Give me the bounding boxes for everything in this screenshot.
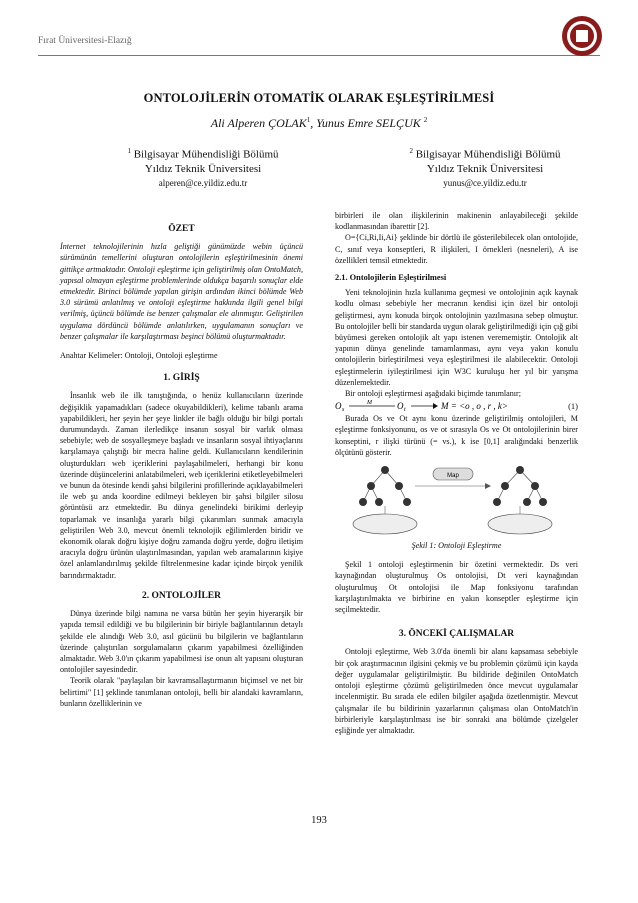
page-number: 193 (311, 815, 327, 826)
affiliation-university: Yıldız Teknik Üniversitesi (144, 162, 262, 175)
affiliation-mark: 1 (127, 147, 131, 155)
affiliation-email: alperen@ce.yildiz.edu.tr (158, 177, 248, 188)
paragraph: Yeni teknolojinin hızla kullanıma geçmesi ve ontolojinin açık kaynak kodlu olması sebebiyle her mecranın kendisi için özel bir ontoloji geliştirmesi, aynı konuda birçok ontolojinin yazılmasına sebep olmuştur. Bu ontolojiler belli bir standarda uygun olarak geliştirilmediği için çığ gibi büyümesi gereken ontolojik alt yapı istenen verememiştir. Ontolojik alt yapının dünya genelinde tamamlanması, aynı veya yakın konulu ontolojilerin birleştirilmesi veya eşleştirilmesi ile alabilecektir. Ontoloji eşleştirmelerin iyileştirilmesi için W3C kuruluşu her yıl bir yarışma düzenlemektedir. (335, 288, 578, 387)
svg-text:M: M (367, 400, 372, 407)
equation-graphic (335, 399, 535, 413)
section-1-heading: 1. GİRİŞ (163, 373, 200, 384)
abstract-text: İnternet teknolojilerinin hızla geliştiği günümüzde webin üçüncü sürümünün temellerini oluşturan ontolojilerin eşleştirilmesinin önemi gittikçe artmaktadır. Ontoloji eşleştirme için geliştirilmiş olan OntoMatch, yapısal olmayan eşleştirme problemlerinde oldukça başarılı sonuçlar elde etmektedir. Birinci bölümde yapılan girişin ardından ikinci bölümde Web 3.0 sürümü anlatılmış ve ontoloji eşleştirme hakkında ilgili genel bilgi verilmiş, üçüncü bölümde ise benzer çalışmalar ele alınmıştır. Geliştirilen uygulama dördüncü bölümde anlatılırken, uygulamanın sonuçları ve benzer çalışmalar ile karşılaştırması beşinci bölümü oluşturmaktadır. (60, 242, 303, 341)
paragraph: Bir ontoloji eşleştirmesi aşağıdaki biçimde tanımlanır; (345, 389, 522, 399)
figure-1-caption: Şekil 1: Ontoloji Eşleştirme (411, 541, 502, 551)
right-column (335, 210, 578, 736)
author-line: Ali Alperen ÇOLAK$^1$, Yunus Emre SELÇUK $^2$ (210, 116, 428, 130)
paragraph: Burada Os ve Ot aynı konu üzerinde geliştirilmiş ontolojileri, M eşleştirme fonksiyonunu, os ve ot sırasıyla Os ve Ot ontolojilerinin birer konseptini, r ilişki türünü (= vs.), k ise [0,1] aralığındaki benzerlik ölçütünü gösterir. (335, 414, 578, 457)
paragraph: birbirleri ile olan ilişkilerinin makinenin anlayabileceği şekilde kodlanmasından ibarettir [2]. (335, 211, 578, 232)
section-1-body: İnsanlık web ile ilk tanıştığında, o henüz kullanıcıların üzerinde değişiklik yapamadıkları (sadece okuyabildikleri), kelime tabanlı arama yapabildikleri, her şeyin her şeye linkler ile bağlı olduğu bir bilgi portalı durumundaydı. Zaman ilerledikçe insanın sosyal bir varlık olması sebebiyle; web de sosyalleşmeye başladı ve insanların sosyal ihtiyaçlarını karşılamaya çalıştığı bir mecra haline geldi. Kullanıcıların kendilerinin oluşturdukları web içeriklerini paylaşabilmeleri, herhangi bir konu üzerinde düşüncelerini anlatabilmeleri, web içeriklerini etiketleyebilmeleri ve bunun da ötesinde kendi şahsi bilgilerini profillerinde açıklayabilmeleri ile web şu anda koordine edilmeyi bekleyen bir şahsi bilgiler silosu görüntüsü arz etmektedir. Bu dünya genelindeki birikimi derleyip toparlamak ve insanlığa yararlı bilgi çıkarımları sunmak amacıyla geliştirilen Web 3.0, mevcut önemli teknolojik eğilimlerden biridir ve ekonomik olarak doğru kişiye doğru zamanda doğru yerde, doğru iletişim aracıyla doğru ürünün ulaştırılmasından, yapılan web aramalarının kişiye özel anlamlandırılmış şekilde filtrelenmesine kadar içinde birçok yenilik barındırmaktadır. (60, 391, 303, 580)
author-name: Ali Alperen ÇOLAK (210, 116, 307, 130)
section-2-heading: 2. ONTOLOJİLER (141, 590, 221, 601)
author-mark: 2 (423, 116, 428, 124)
figure-map-label: Map (447, 473, 459, 480)
university-seal-logo (560, 14, 604, 58)
running-header: Fırat Üniversitesi-Elazığ (38, 36, 132, 46)
section-2-paragraph-1: Dünya üzerinde bilgi namına ne varsa bütün her şeyin hiyerarşik bir yapıda temsil edildiği ve bu bilgilerinin bir biriyle bağlantılarının detaylı şekilde ele alındığı Web 3.0, asıl gücünü bu bilgilerin ve bağlantıların üzerinde çalıştırılan sorgulamaların çıkarım yapabilmesi özelliğinden almaktadır. Web 3.0'ın çıkarım yapabilmesi ise onun alt yapısını oluşturan ontolojiler sayesindedir. (60, 609, 303, 675)
paragraph: Ontoloji eşleştirme, Web 3.0'da önemli bir alanı kapsaması sebebiyle bir çok araştırmacının ilgisini çekmiş ve bu problemin çözümü için kayda değer uygulamalar geliştirilmiştir. Bu bildiride değinilen OntoMatch ontoloji eşleştirme çözümü geliştirilmeden önce mevcut uygulamalar incelenmiştir. Bu sırada ele edilen bilgiler aşağıda özetlenmiştir. Mevcut çalışmalar ile bu bildirinin yazarlarının çalışması olan OntoMatch'in birbirleriyle karşılaştırılması ise bir sonraki ana bölümde çizelgeler eşliğinde yer almaktadır. (335, 647, 578, 735)
paper-title: ONTOLOJİLERİN OTOMATİK OLARAK EŞLEŞTİRİLMESİ (143, 91, 495, 105)
abstract-heading: ÖZET (168, 224, 195, 234)
svg-text:s: s (342, 407, 345, 414)
svg-text:t: t (404, 407, 406, 414)
affiliation-2 (370, 144, 600, 190)
affiliation-dept: Bilgisayar Mühendisliği Bölümü (133, 148, 279, 161)
subsection-2-1-heading: 2.1. Ontolojilerin Eşleştirilmesi (335, 273, 447, 283)
header-rule (38, 55, 600, 56)
paragraph: Şekil 1 ontoloji eşleştirmenin bir özetini vermektedir. Ds veri kaynağından oluşturulmuş Os ontolojisi, Dt veri kaynağından oluşturulmuş Ot ontolojisi ile Map fonksiyonu tarafından karşılaştırılmakta ve birbirine en yakın konseptler eşleştirme için seçilmektedir. (335, 560, 578, 615)
equation-number: (1) (568, 401, 578, 412)
affiliation-dept: Bilgisayar Mühendisliği Bölümü (415, 148, 561, 161)
section-3-heading: 3. ÖNCEKİ ÇALIŞMALAR (398, 629, 515, 640)
section-2-paragraph-2: Teorik olarak "paylaşılan bir kavramsallaştırmanın biçimsel ve net bir belirtimi" [1] şeklinde tanımlanan ontoloji, belli bir alandaki kavramların, bunların özelliklerinin ve (60, 676, 303, 708)
affiliation-mark: 2 (409, 147, 413, 155)
svg-text:M = <o , o , r , k>: M = <o , o , r , k> (441, 401, 508, 412)
author-mark: 1 (306, 116, 311, 124)
affiliation-1 (88, 144, 318, 190)
svg-text:O: O (335, 401, 342, 412)
affiliation-email: yunus@ce.yildiz.edu.tr (443, 177, 527, 188)
affiliation-university: Yıldız Teknik Üniversitesi (426, 162, 544, 175)
keywords: Anahtar Kelimeler: Ontoloji, Ontoloji eşleştirme (60, 351, 218, 361)
svg-text:O: O (397, 401, 404, 412)
ontology-matching-figure (335, 458, 578, 540)
figure-1 (335, 458, 578, 540)
left-column (60, 224, 303, 709)
equation-1 (335, 399, 578, 413)
paragraph: O={Ci,Ri,Ii,Ai} şeklinde bir dörtlü ile gösterilebilecek olan ontolojide, C, sınıf veya konseptleri, R ilişkileri, I örnekleri (nesneleri), A ise özellikleri temsil etmektedir. (335, 233, 578, 265)
author-name: Yunus Emre SELÇUK (316, 116, 421, 130)
